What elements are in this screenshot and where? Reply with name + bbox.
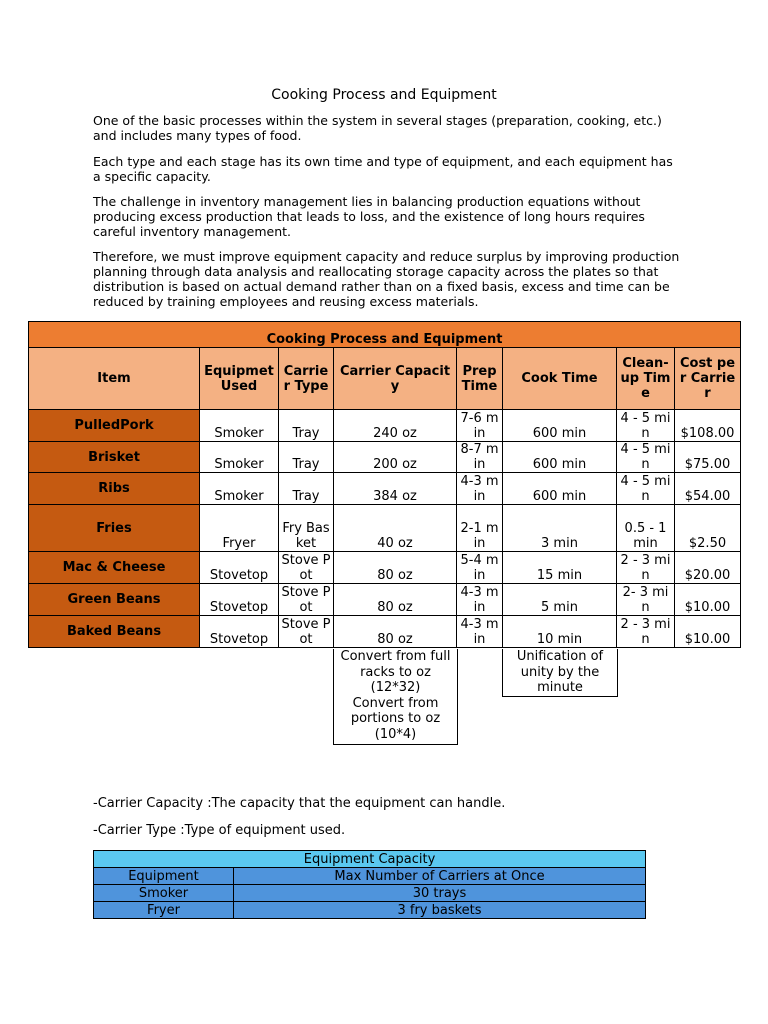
- paragraph-intro: One of the basic processes within the system in several stages (preparation, cooking, etc.) and includes many types of food.: [93, 113, 662, 143]
- table-cell: 5 min: [503, 584, 617, 616]
- carrier-capacity-note: [333, 649, 458, 745]
- table-cell: Stove Pot: [279, 616, 334, 648]
- table-cell: 200 oz: [334, 442, 457, 473]
- table-cell: 8-7 min: [457, 442, 503, 473]
- table-cell: 384 oz: [334, 473, 457, 505]
- table-cell: 7-6 min: [457, 410, 503, 442]
- table-cell: Stovetop: [200, 616, 279, 648]
- table-cell: 4 - 5 min: [617, 410, 675, 442]
- table-cell: 2 - 3 min: [617, 552, 675, 584]
- table-cell: 600 min: [503, 410, 617, 442]
- equipment-capacity-table: [93, 850, 646, 919]
- capacity-cell: 3 fry baskets: [234, 902, 646, 919]
- note-portions: Convert from portions to oz (10*4): [350, 695, 441, 742]
- note-racks: Convert from full racks to oz (12*32): [340, 649, 451, 695]
- table-cell: $10.00: [675, 616, 741, 648]
- header-cleanup-time: Clean-up Time: [617, 348, 675, 410]
- item-name-cell: Mac & Cheese: [29, 552, 200, 584]
- table-row: [29, 442, 741, 473]
- table-cell: 5-4 min: [457, 552, 503, 584]
- table-cell: $10.00: [675, 584, 741, 616]
- table-caption: Cooking Process and Equipment: [29, 322, 741, 348]
- header-cook-time: Cook Time: [503, 348, 617, 410]
- table-cell: $108.00: [675, 410, 741, 442]
- table-cell: Tray: [279, 473, 334, 505]
- table-cell: Tray: [279, 410, 334, 442]
- table-cell: 2- 3 min: [617, 584, 675, 616]
- table-cell: Fryer: [200, 505, 279, 552]
- table-cell: Stove Pot: [279, 552, 334, 584]
- table-cell: 80 oz: [334, 616, 457, 648]
- table-cell: 600 min: [503, 473, 617, 505]
- capacity-cell: Smoker: [94, 885, 234, 902]
- table-cell: Smoker: [200, 410, 279, 442]
- cooking-process-table: [28, 321, 741, 648]
- table-cell: 600 min: [503, 442, 617, 473]
- table-cell: 0.5 - 1 min: [617, 505, 675, 552]
- item-name-cell: Green Beans: [29, 584, 200, 616]
- paragraph-challenge: The challenge in inventory management lies in balancing production equations without producing excess production that leads to loss, and the existence of long hours requires careful inventory management.: [93, 194, 645, 239]
- paragraph-stages: Each type and each stage has its own time and type of equipment, and each equipment has a specific capacity.: [93, 154, 673, 184]
- table-cell: Fry Basket: [279, 505, 334, 552]
- cook-time-note: Unification of unity by the minute: [502, 649, 618, 697]
- header-cost-per-carrier: Cost per Carrier: [675, 348, 741, 410]
- table-row: [29, 473, 741, 505]
- table-cell: 40 oz: [334, 505, 457, 552]
- definition-carrier-type: -Carrier Type :Type of equipment used.: [93, 823, 346, 838]
- definition-carrier-capacity: -Carrier Capacity :The capacity that the equipment can handle.: [93, 796, 506, 811]
- table-cell: $2.50: [675, 505, 741, 552]
- table-cell: Stovetop: [200, 552, 279, 584]
- table-cell: 2-1 min: [457, 505, 503, 552]
- capacity-cell: Fryer: [94, 902, 234, 919]
- item-name-cell: Brisket: [29, 442, 200, 473]
- table-cell: Stovetop: [200, 584, 279, 616]
- capacity-header-equipment: Equipment: [94, 868, 234, 885]
- table-cell: 80 oz: [334, 584, 457, 616]
- capacity-cell: 30 trays: [234, 885, 646, 902]
- table-row: [94, 902, 646, 919]
- paragraph-improvement: Therefore, we must improve equipment capacity and reduce surplus by improving production planning through data analysis and reallocating storage capacity across the plates so that distribution is based on actual demand rather than on a fixed basis, excess and time can be reduced by training employees and reusing excess materials.: [93, 249, 680, 309]
- table-cell: 10 min: [503, 616, 617, 648]
- table-cell: 80 oz: [334, 552, 457, 584]
- table-cell: 4-3 min: [457, 584, 503, 616]
- item-name-cell: Fries: [29, 505, 200, 552]
- table-cell: 15 min: [503, 552, 617, 584]
- table-cell: 4-3 min: [457, 473, 503, 505]
- capacity-table-title: Equipment Capacity: [94, 851, 646, 868]
- table-cell: 240 oz: [334, 410, 457, 442]
- table-row: [29, 584, 741, 616]
- header-carrier-type: Carrier Type: [279, 348, 334, 410]
- table-cell: Smoker: [200, 473, 279, 505]
- table-row: [94, 885, 646, 902]
- header-carrier-capacity: Carrier Capacity: [334, 348, 457, 410]
- table-row: [29, 616, 741, 648]
- capacity-header-max-carriers: Max Number of Carriers at Once: [234, 868, 646, 885]
- table-row: [29, 552, 741, 584]
- table-cell: Tray: [279, 442, 334, 473]
- table-cell: Stove Pot: [279, 584, 334, 616]
- item-name-cell: PulledPork: [29, 410, 200, 442]
- table-cell: $75.00: [675, 442, 741, 473]
- item-name-cell: Baked Beans: [29, 616, 200, 648]
- table-cell: 4 - 5 min: [617, 473, 675, 505]
- table-cell: Smoker: [200, 442, 279, 473]
- page-title: Cooking Process and Equipment: [271, 87, 497, 103]
- header-item: Item: [29, 348, 200, 410]
- table-cell: 2 - 3 min: [617, 616, 675, 648]
- table-row: [29, 410, 741, 442]
- table-cell: 4-3 min: [457, 616, 503, 648]
- table-cell: 4 - 5 min: [617, 442, 675, 473]
- table-row: [29, 505, 741, 552]
- header-prep-time: Prep Time: [457, 348, 503, 410]
- table-cell: $20.00: [675, 552, 741, 584]
- item-name-cell: Ribs: [29, 473, 200, 505]
- header-equipment-used: Equipmet Used: [200, 348, 279, 410]
- table-cell: $54.00: [675, 473, 741, 505]
- table-cell: 3 min: [503, 505, 617, 552]
